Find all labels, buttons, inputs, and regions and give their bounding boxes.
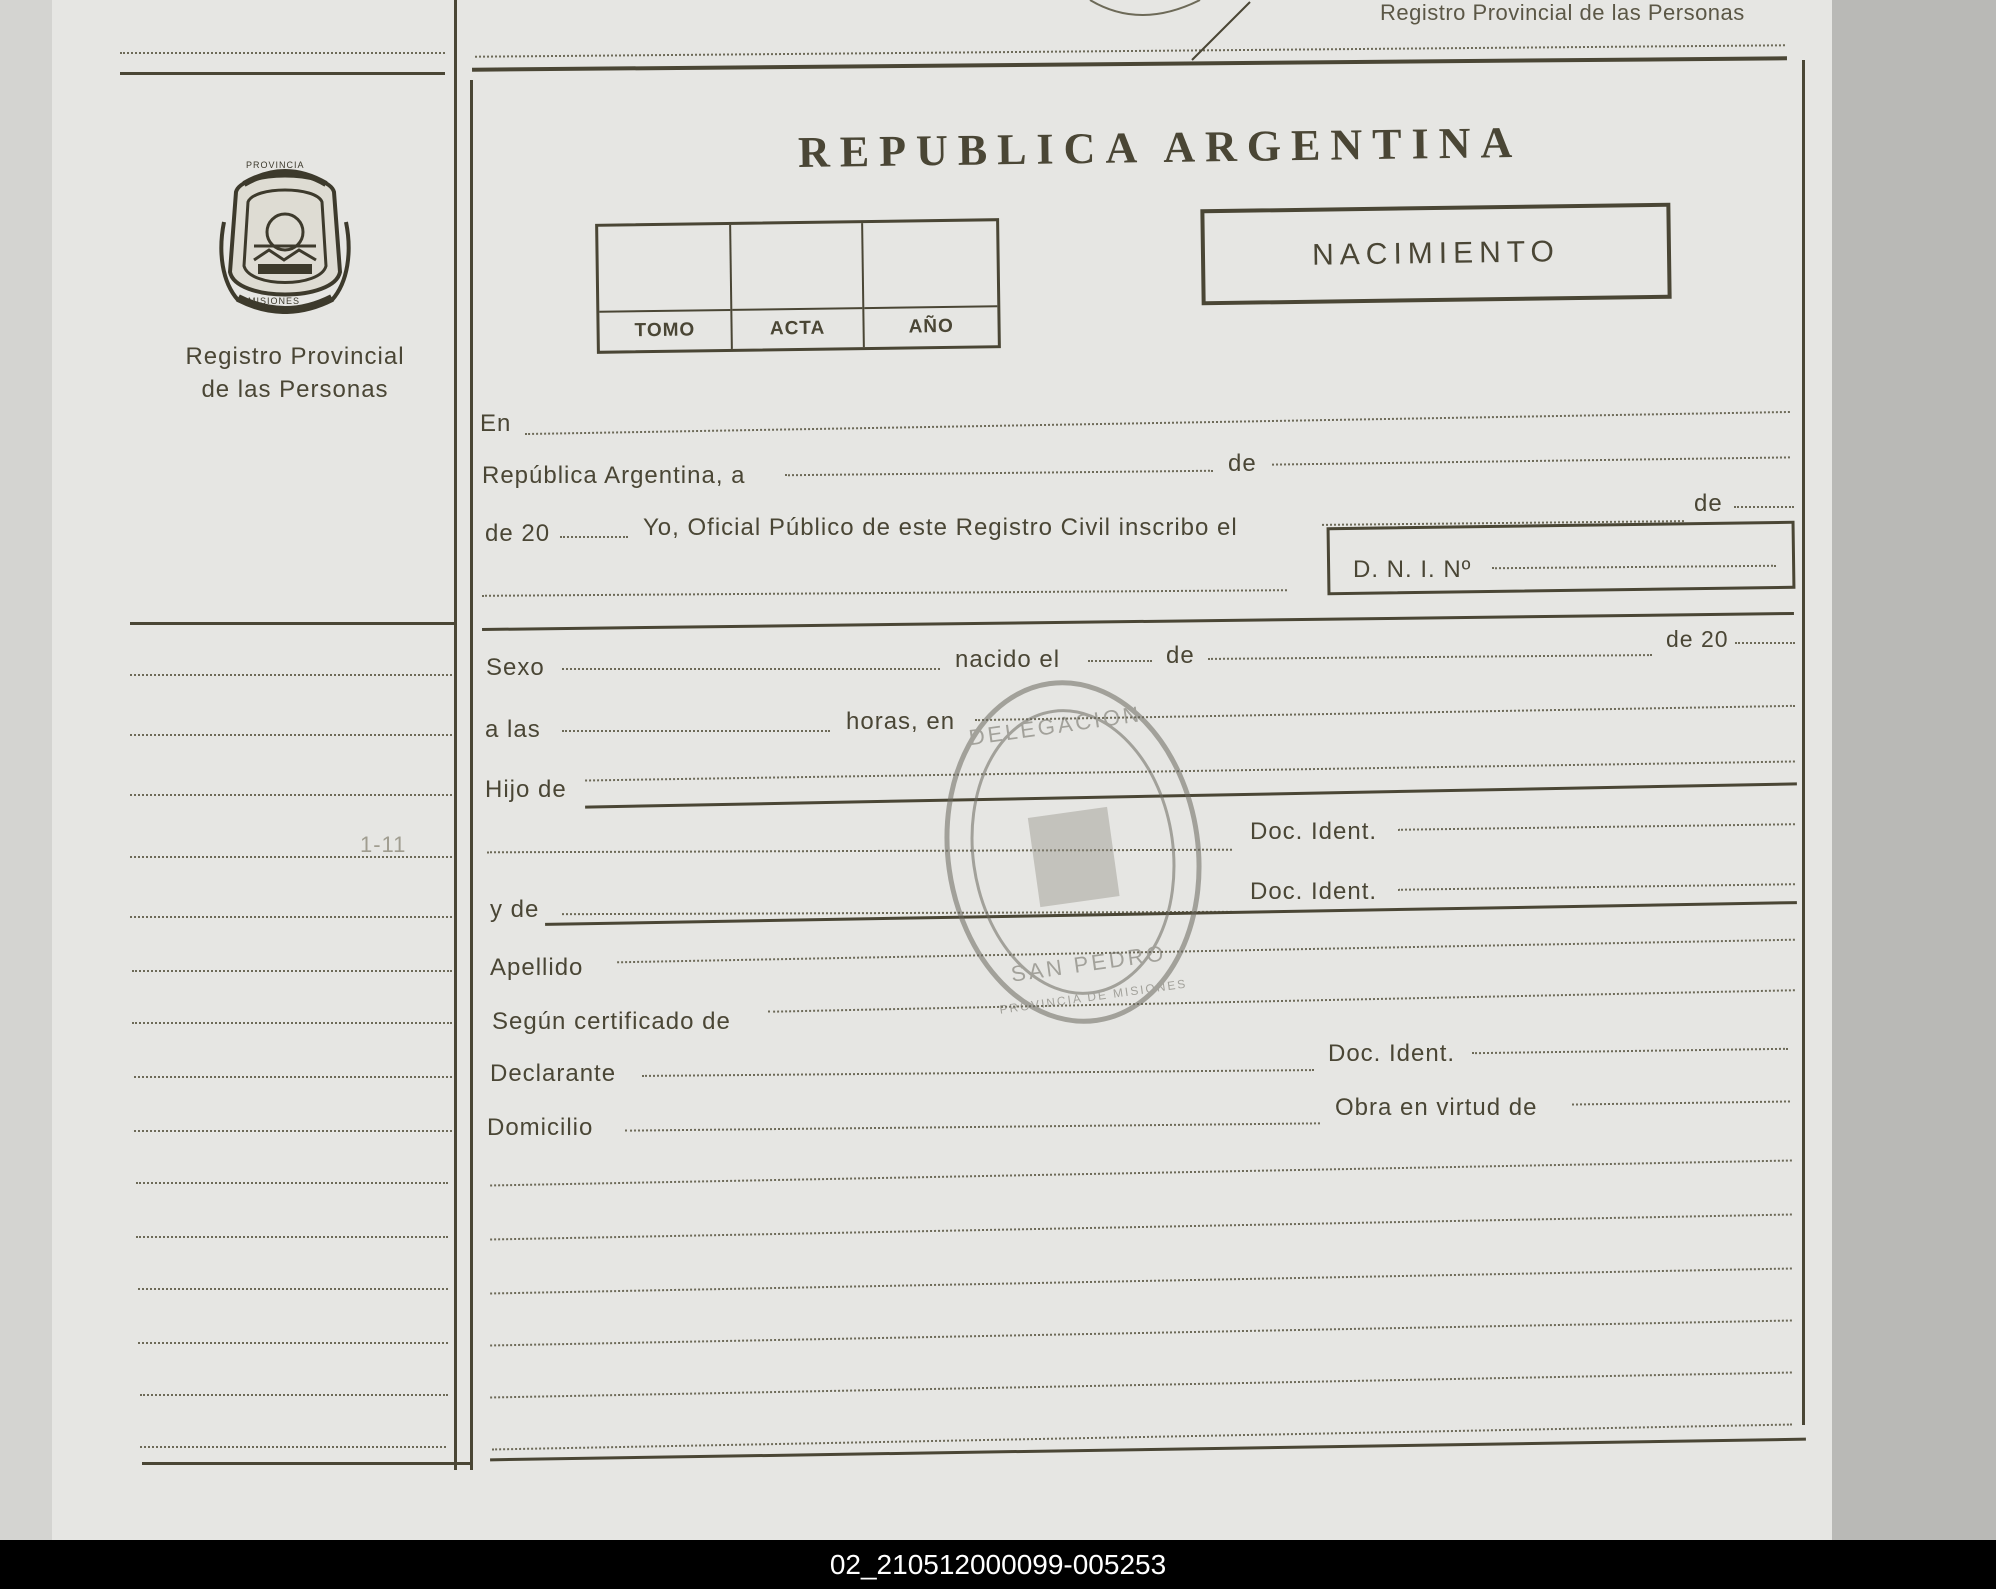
line-a-las (562, 730, 830, 732)
seal-text-top: PROVINCIA (246, 160, 305, 170)
rule (142, 1462, 470, 1465)
issuer-line2: de las Personas (201, 376, 389, 403)
label-de-3: de (1166, 642, 1195, 669)
rule (130, 622, 454, 625)
acta-cell (731, 223, 865, 349)
tomo-cell (598, 225, 732, 351)
label-doc-ident-3: Doc. Ident. (1328, 1040, 1456, 1067)
acta-label: ACTA (732, 307, 863, 349)
label-republica: República Argentina, a (482, 462, 746, 489)
dotted-line (120, 52, 445, 54)
label-de-20-a: de 20 (485, 520, 551, 547)
rule (120, 72, 445, 75)
line-de-20-b (1735, 642, 1795, 644)
label-de-2: de (1694, 490, 1723, 517)
tomo-label: TOMO (599, 309, 730, 351)
margin-line (138, 1342, 448, 1344)
delegation-stamp-icon (914, 655, 1231, 1049)
margin-line (132, 970, 452, 972)
margin-line (138, 1288, 448, 1290)
label-hijo-de: Hijo de (485, 776, 567, 803)
ano-cell (863, 221, 997, 347)
ano-label: AÑO (865, 305, 998, 347)
act-type-box (1200, 203, 1671, 306)
line-sexo (562, 668, 940, 670)
label-yo: Yo, Oficial Público de este Registro Civil inscribo el (643, 514, 1238, 541)
top-stamp-text: Registro Provincial de las Personas (1380, 0, 1745, 25)
margin-line (130, 916, 452, 918)
margin-line (130, 794, 452, 796)
label-de-1: de (1228, 450, 1257, 477)
label-nacido-el: nacido el (955, 646, 1061, 673)
margin-line (140, 1446, 446, 1448)
stamp-outer-text: PROVINCIA DE MISIONES (998, 976, 1189, 1017)
margin-line (130, 674, 452, 676)
label-dni: D. N. I. Nº (1353, 556, 1472, 583)
label-en: En (480, 410, 512, 437)
issuer-label (170, 340, 420, 406)
margin-line (140, 1394, 448, 1396)
margin-mark: 1-11 (360, 832, 407, 857)
label-a-las: a las (485, 716, 541, 743)
margin-line (130, 734, 452, 736)
label-de-20-b: de 20 (1666, 626, 1729, 652)
label-segun: Según certificado de (492, 1008, 731, 1035)
label-y-de: y de (490, 896, 540, 923)
register-table (595, 218, 1001, 354)
top-stamp-arc (1080, 0, 1260, 62)
margin-line (136, 1236, 448, 1238)
stamp-inner-text: DELEGACION (967, 701, 1144, 751)
margin-line (134, 1076, 452, 1078)
left-column-divider-inner (470, 80, 473, 1470)
label-doc-ident-1: Doc. Ident. (1250, 818, 1378, 845)
seal-text-bottom: MISIONES (248, 296, 301, 306)
label-declarante: Declarante (490, 1060, 617, 1087)
label-apellido: Apellido (490, 954, 584, 981)
stamp-bottom-text: SAN PEDRO (1009, 940, 1168, 987)
line-de-2 (1734, 506, 1794, 508)
document-title: REPUBLICA ARGENTINA (797, 117, 1523, 178)
label-domicilio: Domicilio (487, 1114, 594, 1141)
act-type-label: NACIMIENTO (1311, 235, 1561, 272)
label-horas-en: horas, en (846, 708, 956, 735)
image-caption: 02_210512000099-005253 (0, 1540, 1996, 1589)
line-de-20-a (560, 536, 628, 538)
label-obra: Obra en virtud de (1335, 1094, 1538, 1121)
left-column-divider (454, 0, 457, 1470)
provincial-seal-icon (214, 162, 356, 314)
label-doc-ident-2: Doc. Ident. (1250, 878, 1378, 905)
issuer-line1: Registro Provincial (185, 343, 405, 370)
margin-line (134, 1130, 452, 1132)
margin-line (136, 1182, 448, 1184)
margin-line (132, 1022, 452, 1024)
right-border (1802, 60, 1805, 1425)
label-sexo: Sexo (486, 654, 545, 681)
